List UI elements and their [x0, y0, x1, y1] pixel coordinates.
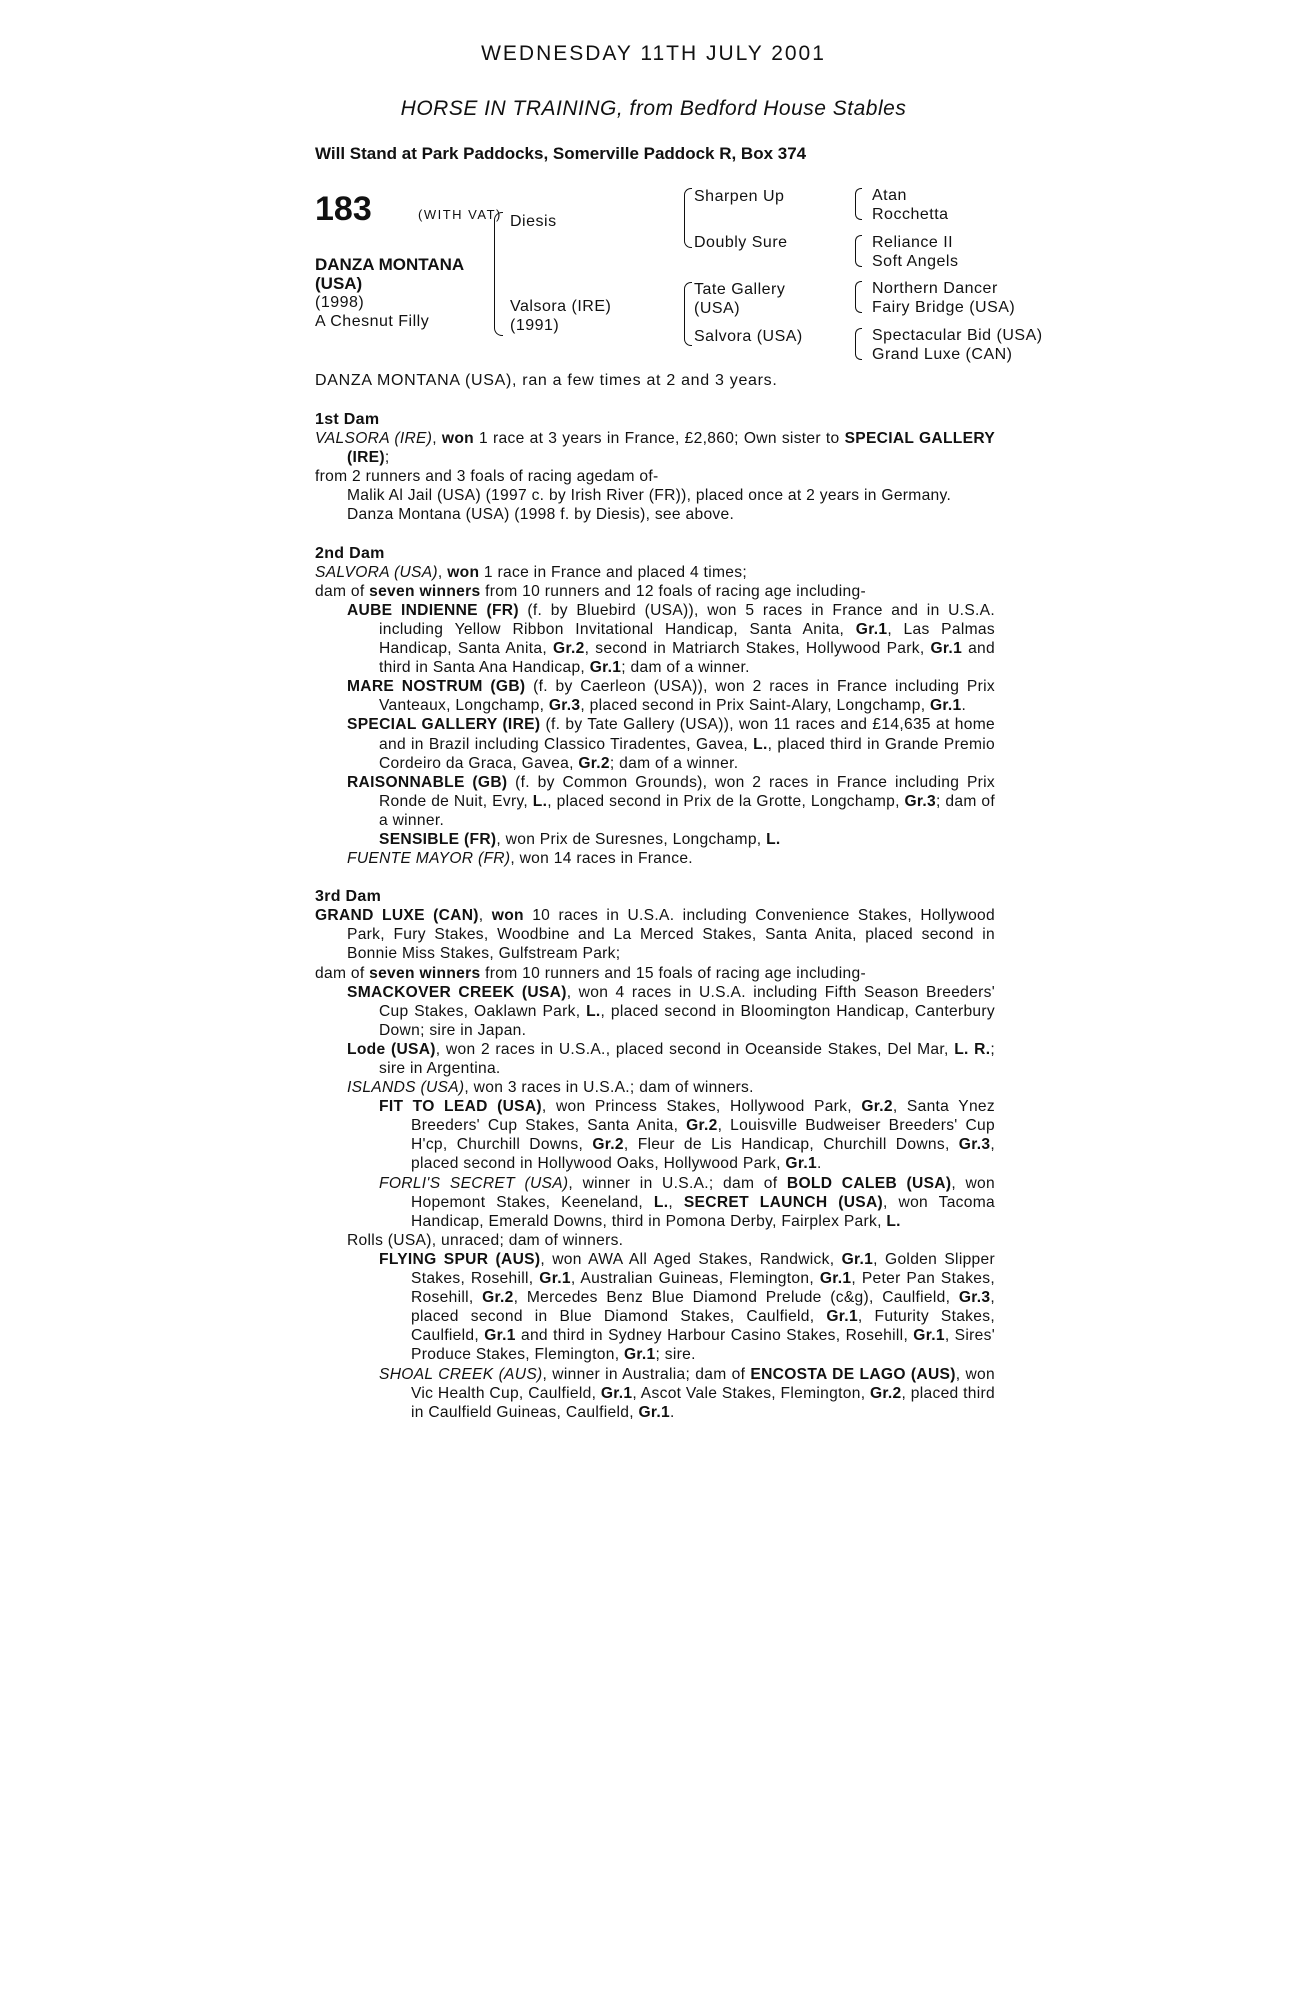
pedigree-sss: Atan [872, 187, 907, 204]
produce-item: SPECIAL GALLERY (IRE) (f. by Tate Gallery (USA)), won 11 races and £14,635 at home and in Brazil including Classico Tiradentes, Gavea, L., placed third in Grande Premio Cordeiro da Graca, Gavea, Gr.2; dam of a winner. [347, 716, 995, 772]
produce-item: MARE NOSTRUM (GB) (f. by Caerleon (USA)), won 2 races in France including Prix Vanteaux, Longchamp, Gr.3, placed second in Prix Saint-Alary, Longchamp, Gr.1. [347, 678, 995, 715]
pedigree-dd: Salvora (USA) [694, 328, 803, 345]
pedigree-brace [855, 188, 862, 220]
produce-item: RAISONNABLE (GB) (f. by Common Grounds), won 2 races in France including Prix Ronde de Nuit, Evry, L., placed second in Prix de la Grotte, Longchamp, Gr.3; dam of a winner. [347, 773, 996, 829]
sale-date: WEDNESDAY 11TH JULY 2001 [481, 42, 826, 65]
lot-number: 183 [315, 190, 372, 228]
stand-location: Will Stand at Park Paddocks, Somerville Paddock R, Box 374 [315, 144, 807, 163]
horse-info [315, 255, 485, 331]
pedigree-dds: Spectacular Bid (USA) [872, 327, 1043, 344]
produce-item: SHOAL CREEK (AUS), winner in Australia; dam of ENCOSTA DE LAGO (AUS), won Vic Health Cup, Caulfield, Gr.1, Ascot Vale Stakes, Flemington, Gr.2, placed third in Caulfield Guineas, Caulfield, Gr.1. [379, 1365, 996, 1421]
pedigree-brace [494, 212, 503, 336]
produce-item: FUENTE MAYOR (FR), won 14 races in France. [347, 850, 693, 868]
pedigree-dam-year: (1991) [510, 317, 560, 334]
pedigree-ddd: Grand Luxe (CAN) [872, 346, 1013, 363]
produce-item: Rolls (USA), unraced; dam of winners. [347, 1231, 624, 1249]
pedigree-brace [684, 188, 692, 248]
pedigree-sdd: Soft Angels [872, 253, 959, 270]
second-dam-heading: 2nd Dam [315, 544, 385, 562]
first-dam-heading: 1st Dam [315, 411, 380, 428]
third-dam-record: GRAND LUXE (CAN), won 10 races in U.S.A. including Convenience Stakes, Hollywood Park, Fury Stakes, Woodbine and La Merced Stakes, Santa Anita, placed second in Bonnie Miss Stakes, Gulfstream Park; [315, 907, 995, 963]
pedigree-dss: Northern Dancer [872, 280, 998, 297]
horse-intro: DANZA MONTANA (USA), ran a few times at 2 and 3 years. [315, 372, 778, 389]
produce-item: ISLANDS (USA), won 3 races in U.S.A.; dam of winners. [347, 1079, 754, 1097]
produce-item: AUBE INDIENNE (FR) (f. by Bluebird (USA)), won 5 races in France and in U.S.A. including Yellow Ribbon Invitational Handicap, Santa Anita, Gr.1, Las Palmas Handicap, Santa Anita, Gr.2, second in Matriarch Stakes, Hollywood Park, Gr.1 and third in Santa Ana Handicap, Gr.1; dam of a winner. [347, 601, 995, 677]
second-dam-record: SALVORA (USA), won 1 race in France and placed 4 times; [315, 563, 747, 581]
pedigree-dsd: Fairy Bridge (USA) [872, 299, 1016, 316]
second-dam-produce: dam of seven winners from 10 runners and 12 foals of racing age including- [315, 582, 866, 600]
produce-item: Lode (USA), won 2 races in U.S.A., placed second in Oceanside Stakes, Del Mar, L. R.; sire in Argentina. [347, 1040, 995, 1077]
horse-name: DANZA MONTANA (USA) [315, 255, 464, 293]
pedigree-brace [855, 328, 862, 360]
produce-item: FIT TO LEAD (USA), won Princess Stakes, Hollywood Park, Gr.2, Santa Ynez Breeders' Cup Stakes, Santa Anita, Gr.2, Louisville Budweiser Breeders' Cup H'cp, Churchill Downs, Gr.2, Fleur de Lis Handicap, Churchill Downs, Gr.3, placed second in Hollywood Oaks, Hollywood Park, Gr.1. [379, 1098, 996, 1173]
produce-item: SENSIBLE (FR), won Prix de Suresnes, Longchamp, L. [379, 830, 781, 848]
produce-item: FORLI'S SECRET (USA), winner in U.S.A.; dam of BOLD CALEB (USA), won Hopemont Stakes, Keeneland, L., SECRET LAUNCH (USA), won Tacoma Handicap, Emerald Downs, third in Pomona Derby, Fairplex Park, L. [379, 1174, 995, 1230]
pedigree-ds2: (USA) [694, 300, 741, 317]
pedigree-brace [684, 282, 692, 346]
pedigree-dam: Valsora (IRE) [510, 298, 612, 315]
pedigree-brace [855, 235, 862, 267]
pedigree-ssd: Rocchetta [872, 206, 949, 223]
pedigree-brace [855, 281, 862, 313]
first-dam-record: VALSORA (IRE), won 1 race at 3 years in France, £2,860; Own sister to SPECIAL GALLERY (IRE); [315, 430, 996, 467]
first-dam-produce: from 2 runners and 3 foals of racing agedam of- [315, 468, 659, 486]
horse-year: (1998) [315, 294, 365, 311]
pedigree-ds: Tate Gallery [694, 281, 786, 298]
pedigree-ss: Sharpen Up [694, 188, 785, 205]
horse-description: A Chesnut Filly [315, 313, 430, 330]
pedigree-sd: Doubly Sure [694, 234, 788, 251]
produce-item: SMACKOVER CREEK (USA), won 4 races in U.S.A. including Fifth Season Breeders' Cup Stakes, Oaklawn Park, L., placed second in Bloomington Handicap, Canterbury Down; sire in Japan. [347, 983, 995, 1039]
third-dam-heading: 3rd Dam [315, 888, 382, 906]
third-dam-produce: dam of seven winners from 10 runners and 15 foals of racing age including- [315, 964, 866, 982]
lot-vat: (WITH VAT) [418, 207, 502, 222]
produce-item: Malik Al Jail (USA) (1997 c. by Irish River (FR)), placed once at 2 years in Germany. [347, 487, 952, 505]
page-subtitle: HORSE IN TRAINING, from Bedford House Stables [400, 97, 907, 120]
pedigree-sire: Diesis [510, 213, 557, 230]
catalogue-body [315, 410, 995, 1422]
produce-item: Danza Montana (USA) (1998 f. by Diesis), see above. [347, 506, 735, 524]
pedigree-sds: Reliance II [872, 234, 954, 251]
produce-item: FLYING SPUR (AUS), won AWA All Aged Stakes, Randwick, Gr.1, Golden Slipper Stakes, Rosehill, Gr.1, Australian Guineas, Flemington, Gr.1, Peter Pan Stakes, Rosehill, Gr.2, Mercedes Benz Blue Diamond Prelude (c&g), Caulfield, Gr.3, placed second in Blue Diamond Stakes, Caulfield, Gr.1, Futurity Stakes, Caulfield, Gr.1 and third in Sydney Harbour Casino Stakes, Rosehill, Gr.1, Sires' Produce Stakes, Flemington, Gr.1; sire. [379, 1250, 996, 1364]
